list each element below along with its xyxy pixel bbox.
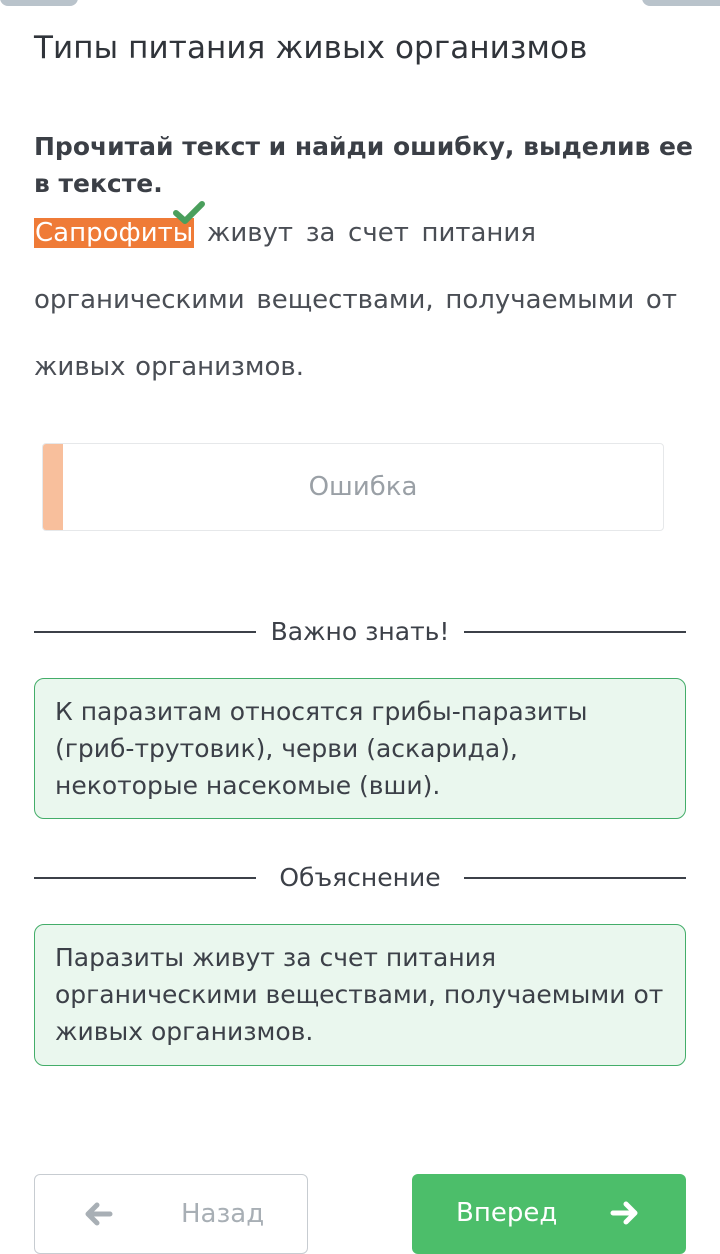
next-button[interactable] bbox=[412, 1174, 686, 1254]
important-divider bbox=[34, 612, 686, 652]
task-word[interactable]: живых bbox=[34, 352, 126, 382]
task-word[interactable]: счет bbox=[348, 218, 409, 248]
answer-status-stripe bbox=[43, 444, 63, 530]
arrow-right-icon bbox=[610, 1198, 640, 1228]
top-tab-left[interactable] bbox=[0, 0, 78, 6]
task-word[interactable]: живут bbox=[206, 218, 294, 248]
task-line-3 bbox=[34, 352, 304, 382]
top-tab-right[interactable] bbox=[642, 0, 720, 6]
divider-line bbox=[464, 877, 686, 879]
answer-label: Ошибка bbox=[308, 472, 418, 502]
divider-line bbox=[464, 631, 686, 633]
task-word[interactable]: за bbox=[305, 218, 336, 248]
page-title: Типы питания живых организмов bbox=[34, 30, 588, 66]
task-instruction: Прочитай текст и найди ошибку, выделив ее в тексте. bbox=[34, 132, 693, 198]
task-word[interactable]: получаемыми bbox=[445, 285, 635, 315]
next-button-label: Вперед bbox=[456, 1198, 558, 1228]
back-button[interactable] bbox=[34, 1174, 308, 1254]
task-word[interactable]: питания bbox=[421, 218, 536, 248]
explanation-divider bbox=[34, 858, 686, 898]
task-word[interactable]: органическими bbox=[34, 285, 245, 315]
task-line-2 bbox=[34, 285, 677, 315]
task-word[interactable]: от bbox=[645, 285, 677, 315]
arrow-left-icon bbox=[83, 1199, 113, 1229]
divider-line bbox=[34, 631, 256, 633]
answer-box[interactable] bbox=[42, 443, 664, 531]
important-heading: Важно знать! bbox=[270, 617, 450, 646]
important-info-box: К паразитам относятся грибы-паразиты (гриб-трутовик), черви (аскарида), некоторые насекомые (вши). bbox=[34, 678, 686, 819]
task-line-1 bbox=[34, 218, 536, 248]
explanation-info-box: Паразиты живут за счет питания органическими веществами, получаемыми от живых организмов. bbox=[34, 924, 686, 1066]
back-button-label: Назад bbox=[181, 1199, 265, 1229]
task-word[interactable]: веществами, bbox=[256, 285, 434, 315]
divider-line bbox=[34, 877, 256, 879]
task-word[interactable]: организмов. bbox=[135, 352, 304, 382]
explanation-heading: Объяснение bbox=[279, 863, 441, 892]
check-icon bbox=[173, 200, 205, 226]
task-word-selected[interactable]: Сапрофиты bbox=[35, 218, 194, 248]
